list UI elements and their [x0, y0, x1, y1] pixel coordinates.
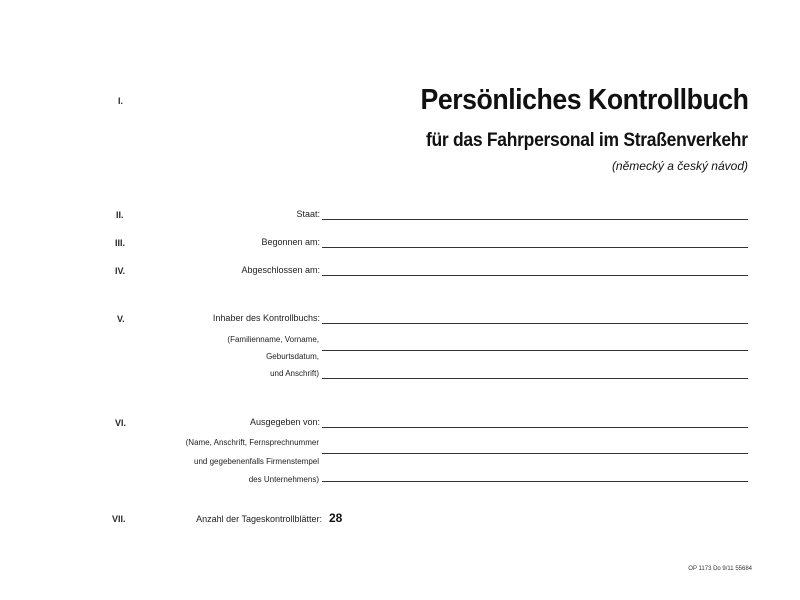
page-subtitle: für das Fahrpersonal im Straßenverkehr — [426, 130, 748, 151]
anzahl-label: Anzahl der Tageskontrollblätter: — [196, 514, 322, 524]
inhaber-field-line-3[interactable] — [322, 378, 748, 379]
section-number-vii: VII. — [112, 514, 126, 524]
abgeschlossen-label: Abgeschlossen am: — [241, 265, 320, 275]
section-number-iv: IV. — [115, 266, 126, 276]
anzahl-value: 28 — [329, 511, 343, 525]
inhaber-field-line-1[interactable] — [322, 323, 748, 324]
inhaber-label: Inhaber des Kontrollbuchs: — [212, 313, 320, 323]
section-number-i: I. — [118, 96, 124, 106]
ausgegeben-field-line-2[interactable] — [322, 453, 748, 454]
inhaber-field-line-2[interactable] — [322, 350, 748, 351]
footer-code: OP 1173 Do 9/11 55684 — [688, 566, 752, 572]
begonnen-label: Begonnen am: — [261, 237, 320, 247]
section-number-v: V. — [117, 314, 125, 324]
staat-field[interactable] — [322, 219, 748, 220]
ausgegeben-hint-1: (Name, Anschrift, Fernsprechnummer — [185, 438, 319, 447]
section-number-ii: II. — [116, 210, 124, 220]
ausgegeben-hint-3: des Unternehmens) — [248, 475, 319, 484]
staat-label: Staat: — [296, 209, 320, 219]
section-number-vi: VI. — [115, 418, 127, 428]
language-note: (německý a český návod) — [611, 159, 748, 173]
ausgegeben-field-line-3[interactable] — [322, 481, 748, 482]
ausgegeben-hint-2: und gegebenenfalls Firmenstempel — [194, 457, 319, 466]
inhaber-hint-1: (Familienname, Vorname, — [227, 335, 319, 344]
section-number-iii: III. — [115, 238, 126, 248]
ausgegeben-field-line-1[interactable] — [322, 427, 748, 428]
inhaber-hint-2: Geburtsdatum, — [266, 352, 319, 361]
ausgegeben-label: Ausgegeben von: — [249, 417, 320, 427]
begonnen-field[interactable] — [322, 247, 748, 248]
abgeschlossen-field[interactable] — [322, 275, 748, 276]
page-title: Persönliches Kontrollbuch — [420, 84, 748, 116]
inhaber-hint-3: und Anschrift) — [270, 369, 319, 378]
